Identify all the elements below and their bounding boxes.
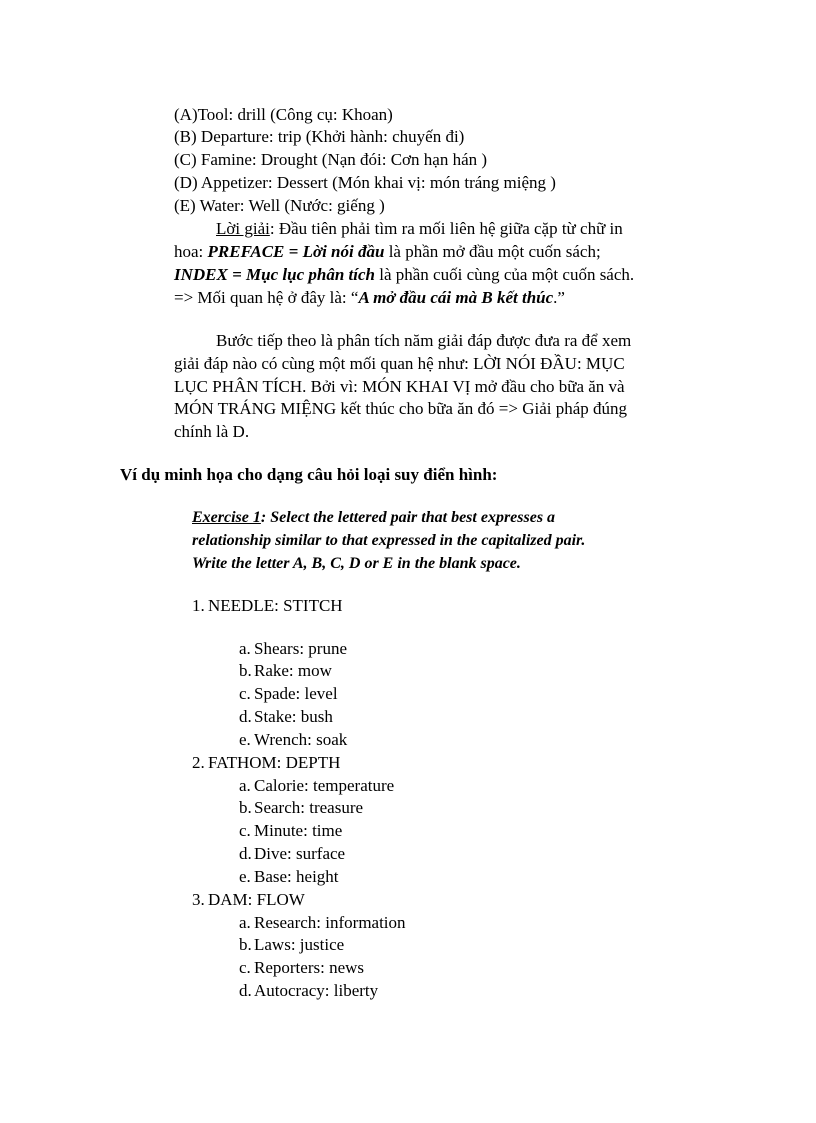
option-b: (B) Departure: trip (Khởi hành: chuyến đi) (174, 127, 465, 146)
analysis-line-5: chính là D. (174, 422, 250, 441)
analysis-line-3: LỤC PHÂN TÍCH. Bởi vì: MÓN KHAI VỊ mở đầu cho bữa ăn và (174, 377, 625, 396)
preface-term: PREFACE = Lời nói đầu (207, 242, 385, 261)
question-2-choice-d: d. Dive: surface (239, 844, 346, 863)
exercise-line-2: relationship similar to that expressed in the capitalized pair. (192, 532, 586, 549)
option-e: (E) Water: Well (Nước: giếng ) (174, 196, 385, 215)
option-d: (D) Appetizer: Dessert (Món khai vị: món tráng miệng ) (174, 173, 556, 192)
question-2-choice-c: c. Minute: time (239, 821, 343, 840)
exercise-line-1: Exercise 1: Select the lettered pair that best expresses a (192, 509, 556, 526)
analysis-line-1: Bước tiếp theo là phân tích năm giải đáp được đưa ra để xem (216, 331, 632, 350)
question-1-choice-a: a. Shears: prune (239, 639, 348, 658)
question-2-stem: 2. FATHOM: DEPTH (192, 753, 341, 772)
question-2-choice-e: e. Base: height (239, 867, 339, 886)
question-1-choice-d: d. Stake: bush (239, 707, 333, 726)
analysis-line-2: giải đáp nào có cùng một mối quan hệ như: LỜI NÓI ĐẦU: MỤC (174, 354, 625, 373)
question-2-choice-a: a. Calorie: temperature (239, 776, 395, 795)
question-3-choice-a: a. Research: information (239, 913, 406, 932)
question-1-stem: 1. NEEDLE: STITCH (192, 596, 343, 615)
question-3-stem: 3. DAM: FLOW (192, 890, 305, 909)
analysis-line-4: MÓN TRÁNG MIỆNG kết thúc cho bữa ăn đó => Giải pháp đúng (174, 399, 628, 418)
question-1-choice-e: e. Wrench: soak (239, 730, 348, 749)
solution-line-1: Lời giải: Đầu tiên phải tìm ra mối liên hệ giữa cặp từ chữ in (216, 219, 623, 238)
option-c: (C) Famine: Drought (Nạn đói: Cơn hạn hán ) (174, 150, 488, 169)
question-3-choice-d: d. Autocracy: liberty (239, 981, 379, 1000)
solution-label: Lời giải (216, 219, 270, 238)
index-term: INDEX = Mục lục phân tích (174, 265, 375, 284)
relation-phrase: A mở đầu cái mà B kết thúc (358, 288, 554, 307)
question-3-choice-c: c. Reporters: news (239, 958, 365, 977)
section-heading: Ví dụ minh họa cho dạng câu hỏi loại suy điển hình: (120, 465, 498, 484)
question-1-choice-c: c. Spade: level (239, 684, 338, 703)
solution-line-2: hoa: PREFACE = Lời nói đầu là phần mở đầu một cuốn sách; (174, 242, 601, 261)
question-3-choice-b: b. Laws: justice (239, 935, 345, 954)
option-a: (A)Tool: drill (Công cụ: Khoan) (174, 105, 393, 124)
solution-line-3: INDEX = Mục lục phân tích là phần cuối cùng của một cuốn sách. (174, 265, 635, 284)
solution-line-4: => Mối quan hệ ở đây là: “A mở đầu cái mà B kết thúc.” (174, 288, 565, 307)
exercise-line-3: Write the letter A, B, C, D or E in the blank space. (192, 555, 521, 572)
question-1-choice-b: b. Rake: mow (239, 661, 332, 680)
exercise-label: Exercise 1 (192, 509, 261, 526)
question-2-choice-b: b. Search: treasure (239, 798, 364, 817)
